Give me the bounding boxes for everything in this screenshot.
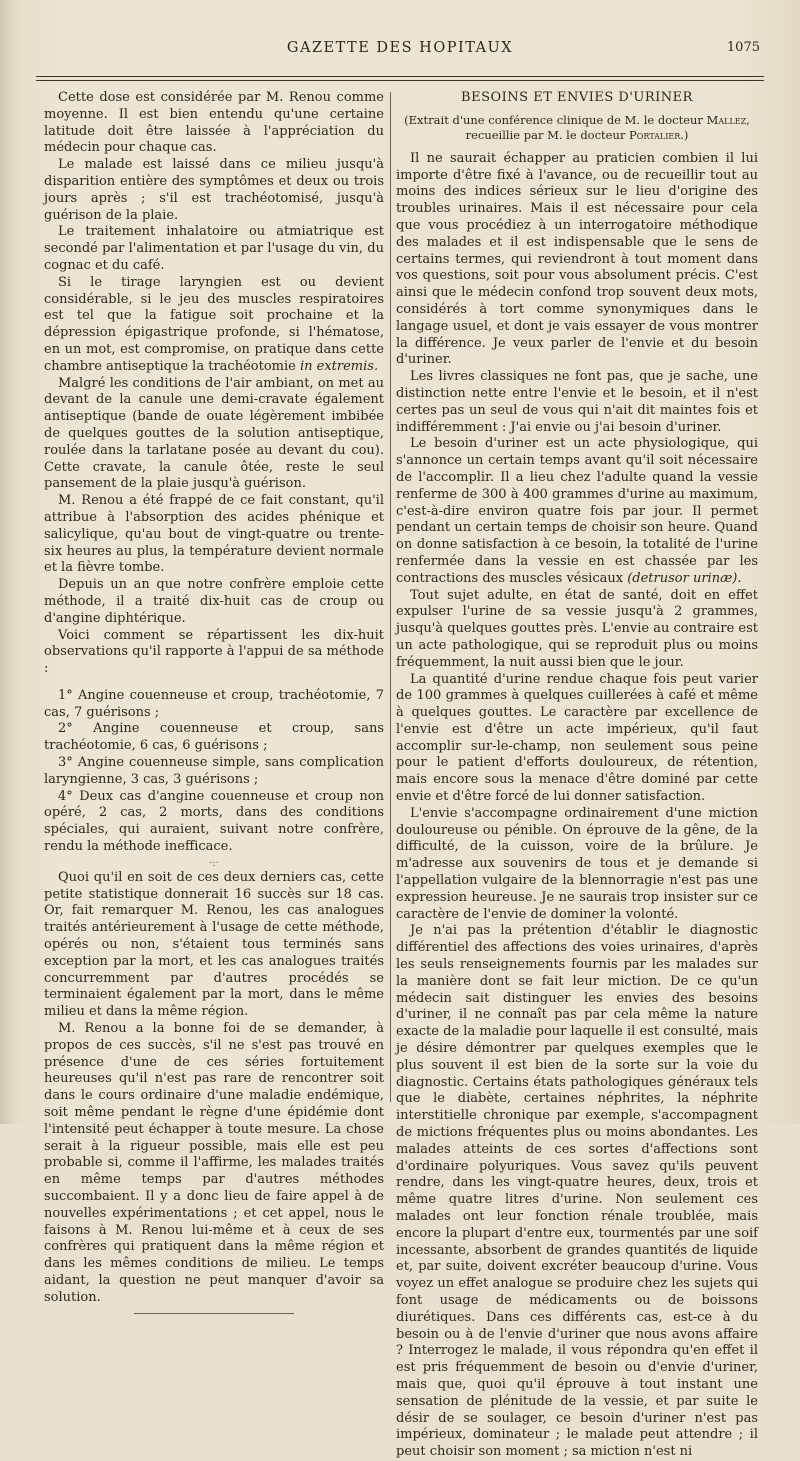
paragraph: Je n'ai pas la prétention d'établir le diagnostic différentiel des affections des voies urinaires, d'après les seuls renseignements fournis par les malades sur la manière dont se fait leur miction. De ce qu'un médecin sait distinguer les envies des besoins d'uriner, il ne connaît pas par cela même la nature exacte de la maladie pour laquelle il est consulté, mais je désire démontrer par quelques exemples que le plus souvent il est bien de la sorte sur la voie du diagnostic. Certains états pathologiques généraux tels que le diabète, certaines néphrites, la néphrite interstitielle chronique par exemple, s'accompagnent de mictions fréquentes plus ou moins abondantes. Les malades atteints de ces sortes d'affections sont d'ordinaire polyuriques. Vous savez qu'ils peuvent rendre, dans les vingt-quatre heures, deux, trois et même quatre litres d'urine. Non seulement ces malades ont leur fonction rénale troublée, mais encore la plupart d'entre eux, tourmentés par une soif incessante, absorbent de grandes quantités de liquide et, par suite, doivent excréter beaucoup d'urine. Vous voyez un effet analogue se produire chez les sujets qui font usage de médicaments ou de boissons diurétiques. Dans ces différents cas, est-ce à du besoin ou à de l'envie d'uriner que nous avons affaire ? Interrogez le malade, il vous répondra qu'en effet il est pris fréquemment de besoin ou d'envie d'uriner, mais que, quoi qu'il éprouve à tout instant une sensation de plénitude de la vessie, et par suite le désir de se soulager, ce besoin d'uriner n'est pas impérieux, dominateur ; le malade peut attendre ; il peut choisir son moment ; sa miction n'est ni <box>396 923 758 1460</box>
end-of-article-rule <box>134 1313 294 1318</box>
list-item: 1° Angine couenneuse et croup, trachéotomie, 7 cas, 7 guérisons ; <box>44 687 384 720</box>
emphasis-detrusor: (detrusor urinæ). <box>627 570 742 586</box>
emphasis-in-extremis: in extremis. <box>299 358 379 374</box>
paragraph: Le malade est laissé dans ce milieu jusqu'à disparition entière des symptômes et deux ou trois jours après ; s'il est trachéotomisé, jusqu'à guérison de la plaie. <box>44 157 384 223</box>
page-header <box>0 40 800 64</box>
header-rule-thick <box>36 80 764 81</box>
paragraph: Depuis un an que notre confrère emploie cette méthode, il a traité dix-huit cas de croup ou d'angine diphtérique. <box>44 577 384 626</box>
column-divider <box>390 92 391 1102</box>
paragraph: Malgré les conditions de l'air ambiant, on met au devant de la canule une demi-cravate également antiseptique (bande de ouate légèrement imbibée de quelques gouttes de la solution antiseptique, roulée dans la tarlatane posée au devant du cou). Cette cravate, la canule ôtée, reste le seul pansement de la plaie jusqu'à guérison. <box>44 375 384 492</box>
paragraph: Tout sujet adulte, en état de santé, doit en effet expulser l'urine de sa vessie jusqu'à 2 grammes, jusqu'à quelques gouttes près. L'envie au contraire est un acte pathologique, qui se reproduit plus ou moins fréquemment, la nuit aussi bien que le jour. <box>396 587 758 670</box>
left-column <box>44 90 384 1318</box>
article-subtitle <box>396 113 758 143</box>
subtitle-text: (Extrait d'une conférence clinique de M. le docteur <box>404 112 703 127</box>
list-item: 4° Deux cas d'angine couenneuse et croup non opéré, 2 cas, 2 morts, dans des conditions spéciales, qui auraient, suivant notre confrère, rendu la méthode inefficace. <box>44 788 384 855</box>
article-title: BESOINS ET ENVIES D'URINER <box>461 90 693 105</box>
paragraph: L'envie s'accompagne ordinairement d'une miction douloureuse ou pénible. On éprouve de la gêne, de la difficulté, de la cuisson, voire de la brûlure. Je m'adresse aux souvenirs de tous et je demande si l'appellation vulgaire de la blennorragie n'est pas une expression heureuse. Je ne saurais trop insister sur ce caractère de l'envie de dominer la volonté. <box>396 805 758 922</box>
right-column <box>396 90 758 1461</box>
paragraph: Le traitement inhalatoire ou atmiatrique est secondé par l'alimentation et par l'usage du vin, du cognac et du café. <box>44 224 384 273</box>
editor-name: Portalier.) <box>629 127 689 142</box>
section-ornament: ·:· <box>209 857 219 869</box>
list-item: 2° Angine couenneuse et croup, sans trachéotomie, 6 cas, 6 guérisons ; <box>44 721 384 754</box>
paragraph: Les livres classiques ne font pas, que je sache, une distinction nette entre l'envie et le besoin, et il n'est certes pas un seul de vous qui n'ait dit maintes fois et indifféremment : J'ai envie ou j'ai besoin d'uriner. <box>396 369 758 435</box>
subtitle-text: recueillie par M. le docteur <box>465 127 626 142</box>
paragraph: Voici comment se répartissent les dix-huit observations qu'il rapporte à l'appui de sa méthode : <box>44 627 384 677</box>
header-rule-thin <box>36 76 764 77</box>
author-name: Mallez, <box>706 112 750 127</box>
paragraph-with-emphasis <box>44 275 384 376</box>
paragraph: Quoi qu'il en soit de ces deux derniers cas, cette petite statistique donnerait 16 succès sur 18 cas. Or, fait remarquer M. Renou, les cas analogues traités antérieurement à l'usage de cette méthode, opérés ou non, s'étaient tous terminés sans exception par la mort, et les cas analogues traités concurremment par d'autres procédés se terminaient également par la mort, dans le même milieu et dans la même région. <box>44 869 384 1020</box>
page-number: 1075 <box>726 40 760 55</box>
paragraph: Il ne saurait échapper au praticien combien il lui importe d'être fixé à l'avance, ou de recueillir tout au moins des indices sérieux sur le lieu d'origine des troubles urinaires. Mais il est nécessaire pour cela que vous procédiez à un interrogatoire méthodique des malades et il est indispensable que le sens de certains termes, qui reviendront à tout moment dans vos questions, soit pour vous absolument précis. C'est ainsi que le médecin confond trop souvent deux mots, considérés à tort comme synonymiques dans le langage usuel, et dont je vais essayer de vous montrer la différence. Je veux parler de l'envie et du besoin d'uriner. <box>396 150 758 368</box>
publication-title: GAZETTE DES HOPITAUX <box>286 40 514 56</box>
paragraph: La quantité d'urine rendue chaque fois peut varier de 100 grammes à quelques cuillerées à café et même à quelques gouttes. Le caractère par excellence de l'envie est d'être un acte impérieux, qu'il faut accomplir sur-le-champ, non seulement sous peine pour le patient d'efforts douloureux, de rétention, mais encore sous la menace d'être dominé par cette envie et d'être forcé de lui donner satisfaction. <box>396 671 758 805</box>
paragraph: Cette dose est considérée par M. Renou comme moyenne. Il est bien entendu qu'une certaine latitude doit être laissée à l'appréciation du médecin pour chaque cas. <box>44 90 384 156</box>
paragraph-with-emphasis <box>396 436 758 587</box>
paragraph-text: Le besoin d'uriner est un acte physiologique, qui s'annonce un certain temps avant qu'il soit nécessaire de l'accomplir. Il a lieu chez l'adulte quand la vessie renferme de 300 à 400 grammes d'urine au maximum, c'est-à-dire environ quatre fois par jour. Il permet pendant un certain temps de choisir son heure. Quand on donne satisfaction à ce besoin, la totalité de l'urine renfermée dans la vessie en est chassée par les contractions des muscles vésicaux <box>396 436 758 586</box>
paragraph: M. Renou a été frappé de ce fait constant, qu'il attribue à l'absorption des acides phénique et salicylique, qu'au bout de vingt-quatre ou trente-six heures au plus, la température devient normale et la fièvre tombe. <box>44 493 384 576</box>
list-item: 3° Angine couenneuse simple, sans complication laryngienne, 3 cas, 3 guérisons ; <box>44 755 384 787</box>
paragraph-text: Si le tirage laryngien est ou devient considérable, si le jeu des muscles respiratoires est tel que la fatigue soit prochaine et la dépression épigastrique profonde, si l'hématose, en un mot, est compromise, on pratique dans cette chambre antiseptique la trachéotomie <box>44 274 384 374</box>
spacer <box>44 678 384 688</box>
paragraph: M. Renou a la bonne foi de se demander, à propos de ces succès, s'il ne s'est pas trouvé en présence d'une de ces séries fortuitement heureuses qu'il n'est pas rare de rencontrer soit dans le cours ordinaire d'une maladie endémique, soit même pendant le règne d'une épidémie dont l'intensité peut échapper à toute mesure. La chose serait à la rigueur possible, mais elle est peu probable si, comme il l'affirme, les malades traités en même temps par d'autres méthodes succombaient. Il y a donc lieu de faire appel à de nouvelles expérimentations ; et cet appel, nous le faisons à M. Renou lui-même et à ceux de ses confrères qui pratiquent dans la même région et dans les mêmes conditions de milieu. Le temps aidant, la question ne peut manquer d'avoir sa solution. <box>44 1021 384 1305</box>
